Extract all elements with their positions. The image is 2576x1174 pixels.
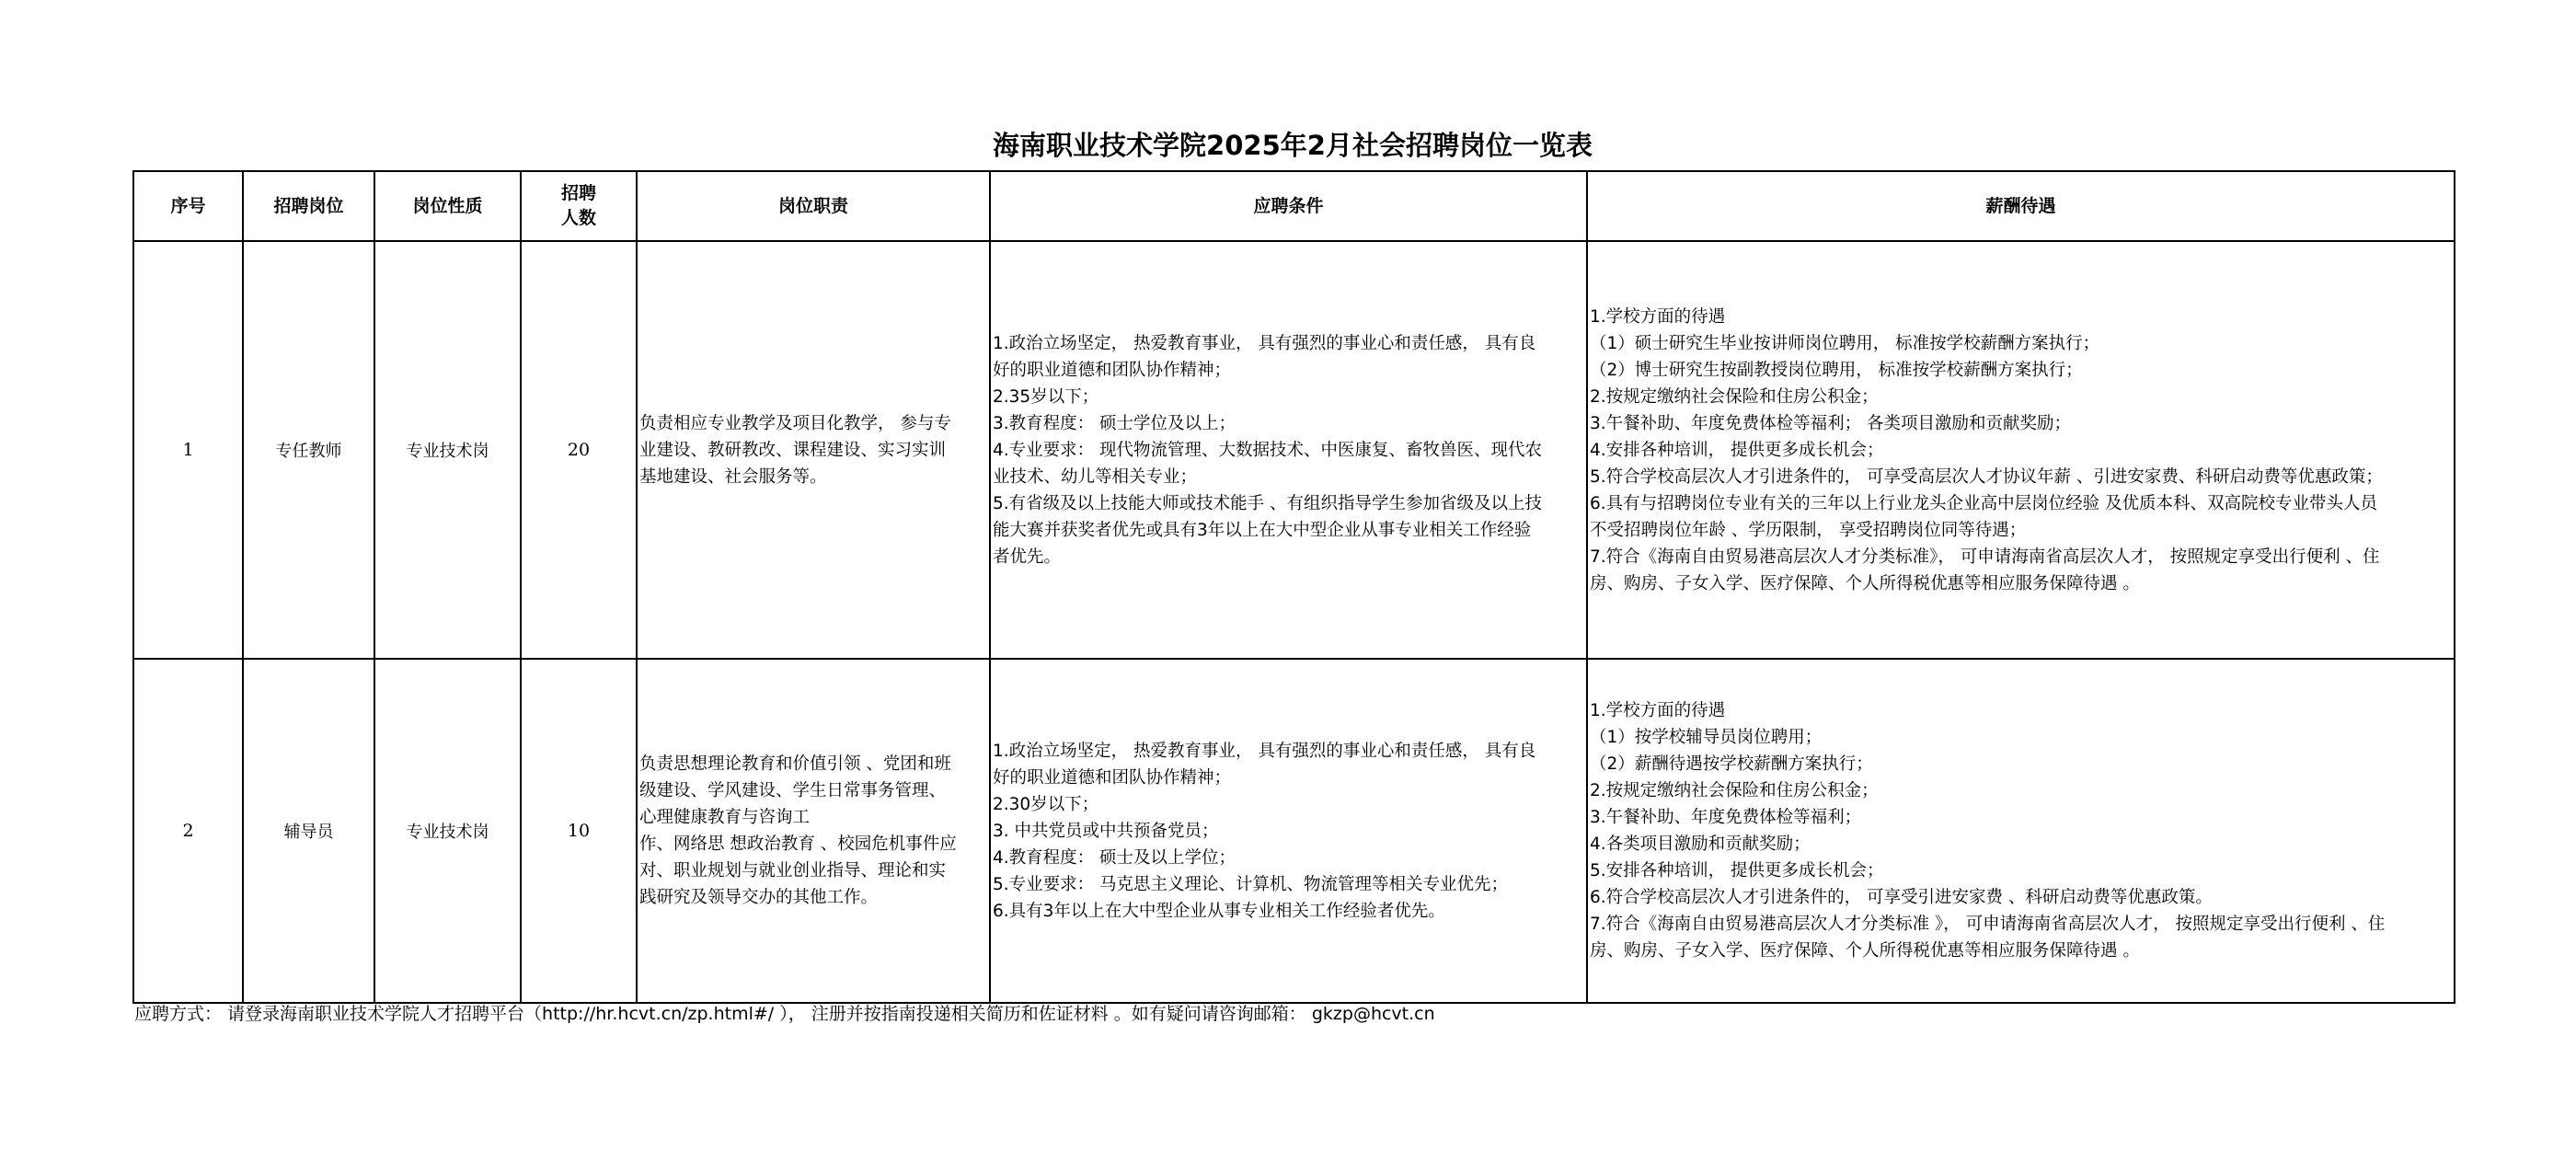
- header-salary: 薪酬待遇: [1587, 171, 2455, 241]
- row-salary-cell: [1587, 241, 2455, 659]
- header-count-line1: 招聘: [560, 183, 596, 203]
- row-duties-cell: [637, 659, 990, 1003]
- row-salary-cell: [1587, 659, 2455, 1003]
- row-duties-cell: [637, 241, 990, 659]
- row-index: 2: [133, 659, 243, 1003]
- header-count-line2: 人数: [560, 208, 596, 228]
- header-nature: 岗位性质: [374, 171, 521, 241]
- row-count: 20: [521, 241, 637, 659]
- table-header-row: [133, 171, 2455, 241]
- row-position: 专任教师: [243, 241, 374, 659]
- row-count: 10: [521, 659, 637, 1003]
- header-index: 序号: [133, 171, 243, 241]
- row-salary: 1.学校方面的待遇 （1）按学校辅导员岗位聘用； （2）薪酬待遇按学校薪酬方案执行； 2.按规定缴纳社会保险和住房公积金； 3.午餐补助、年度免费体检等福利； 4.各类项目激励和贡献奖励； 5.安排各种培训， 提供更多成长机会； 6.符合学校高层次人才引进条件的， 可享受引进安家费 、科研启动费等优惠政策。 7.符合《海南自由贸易港高层次人才分类标准 》， 可申请海南省高层次人才， 按照规定享受出行便利 、住 房、购房、子女入学、医疗保障、个人所得税优惠等相应服务保障待遇 。: [1590, 701, 2386, 961]
- page-title: 海南职业技术学院2025年2月社会招聘岗位一览表: [993, 130, 1593, 161]
- table-row: [133, 241, 2455, 659]
- row-duties: 负责相应专业教学及项目化教学， 参与专 业建设、教研教改、课程建设、实习实训 基地建设、社会服务等。: [639, 413, 951, 487]
- row-requirements: 1.政治立场坚定， 热爱教育事业， 具有强烈的事业心和责任感， 具有良 好的职业道德和团队协作精神； 2.35岁以下； 3.教育程度： 硕士学位及以上； 4.专业要求： 现代物流管理、大数据技术、中医康复、畜牧兽医、现代农 业技术、幼儿等相关专业； 5.有省级及以上技能大师或技术能手 、有组织指导学生参加省级及以上技 能大赛并获奖者优先或具有3年以上在大中型企业从事专业相关工作经验 者优先。: [993, 333, 1543, 567]
- row-requirements: 1.政治立场坚定， 热爱教育事业， 具有强烈的事业心和责任感， 具有良 好的职业道德和团队协作精神； 2.30岁以下； 3. 中共党员或中共预备党员； 4.教育程度： 硕士及以上学位； 5.专业要求： 马克思主义理论、计算机、物流管理等相关专业优先； 6.具有3年以上在大中型企业从事专业相关工作经验者优先。: [993, 741, 1536, 921]
- application-note: 应聘方式： 请登录海南职业技术学院人才招聘平台（http://hr.hcvt.cn/zp.html#/ ）， 注册并按指南投递相关简历和佐证材料 。如有疑问请咨询邮箱： gkzp@hcvt.cn: [134, 1004, 1435, 1024]
- header-duties: 岗位职责: [637, 171, 990, 241]
- table-row: [133, 659, 2455, 1003]
- row-index: 1: [133, 241, 243, 659]
- row-nature: 专业技术岗: [374, 659, 521, 1003]
- row-requirements-cell: [990, 659, 1587, 1003]
- row-duties: 负责思想理论教育和价值引领 、党团和班 级建设、学风建设、学生日常事务管理、 心理健康教育与咨询工 作、网络思 想政治教育 、校园危机事件应 对、职业规划与就业创业指导、理论和实 践研究及领导交办的其他工作。: [639, 754, 957, 907]
- row-nature: 专业技术岗: [374, 241, 521, 659]
- header-position: 招聘岗位: [243, 171, 374, 241]
- header-count: [521, 171, 637, 241]
- recruitment-table: [132, 170, 2455, 1004]
- header-requirements: 应聘条件: [990, 171, 1587, 241]
- row-position: 辅导员: [243, 659, 374, 1003]
- row-salary: 1.学校方面的待遇 （1）硕士研究生毕业按讲师岗位聘用， 标准按学校薪酬方案执行； （2）博士研究生按副教授岗位聘用， 标准按学校薪酬方案执行； 2.按规定缴纳社会保险和住房公积金； 3.午餐补助、年度免费体检等福利； 各类项目激励和贡献奖励； 4.安排各种培训， 提供更多成长机会； 5.符合学校高层次人才引进条件的， 可享受高层次人才协议年薪 、引进安家费、科研启动费等优惠政策； 6.具有与招聘岗位专业有关的三年以上行业龙头企业高中层岗位经验 及优质本科、双高院校专业带头人员 不受招聘岗位年龄 、学历限制， 享受招聘岗位同等待遇； 7.符合《海南自由贸易港高层次人才分类标准》， 可申请海南省高层次人才， 按照规定享受出行便利 、住 房、购房、子女入学、医疗保障、个人所得税优惠等相应服务保障待遇 。: [1590, 306, 2383, 593]
- row-requirements-cell: [990, 241, 1587, 659]
